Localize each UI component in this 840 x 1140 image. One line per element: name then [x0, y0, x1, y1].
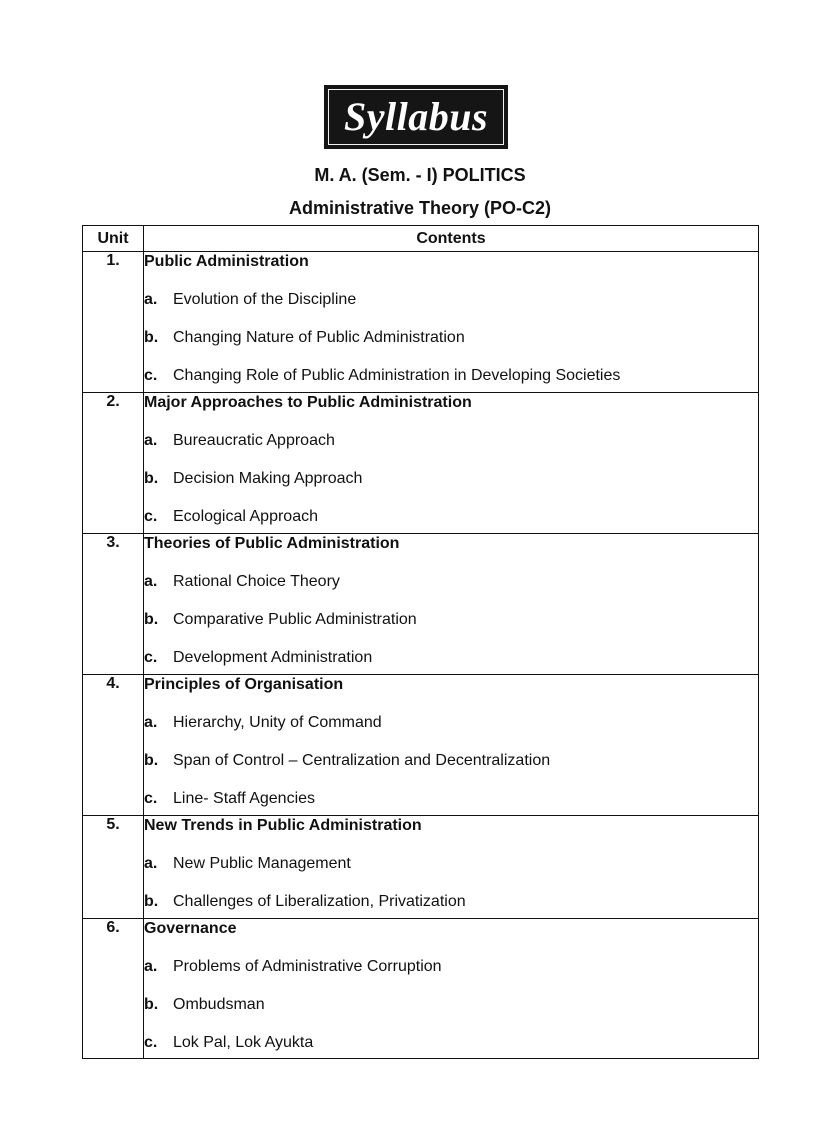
unit-contents [144, 534, 759, 675]
item-letter: a. [144, 714, 158, 731]
item-text: Bureaucratic Approach [173, 432, 335, 449]
unit-contents [144, 919, 759, 1059]
list-item [144, 995, 758, 1015]
list-item [144, 610, 758, 630]
item-letter: b. [144, 329, 159, 346]
syllabus-banner [324, 85, 508, 149]
item-letter: b. [144, 611, 159, 628]
item-letter: a. [144, 573, 158, 590]
item-letter: b. [144, 752, 159, 769]
item-text: Problems of Administrative Corruption [173, 958, 442, 975]
list-item [144, 366, 758, 386]
item-text: Span of Control – Centralization and Decentralization [173, 752, 551, 769]
list-item [144, 1033, 758, 1053]
table-row [83, 816, 759, 919]
header-contents: Contents [144, 226, 759, 252]
list-item [144, 290, 758, 310]
unit-title: Public Administration [144, 253, 309, 270]
item-letter: b. [144, 996, 159, 1013]
table-row [83, 393, 759, 534]
item-letter: a. [144, 291, 158, 308]
unit-contents [144, 675, 759, 816]
unit-contents [144, 393, 759, 534]
item-text: Comparative Public Administration [173, 611, 417, 628]
item-text: Challenges of Liberalization, Privatization [173, 893, 466, 910]
table-row [83, 252, 759, 393]
list-item [144, 854, 758, 874]
unit-contents [144, 252, 759, 393]
unit-title: Major Approaches to Public Administration [144, 394, 472, 411]
unit-number: 2. [83, 393, 144, 534]
list-item [144, 507, 758, 527]
item-letter: c. [144, 508, 158, 525]
header-unit: Unit [83, 226, 144, 252]
unit-number: 4. [83, 675, 144, 816]
item-text: Line- Staff Agencies [173, 790, 316, 807]
table-row [83, 675, 759, 816]
list-item [144, 789, 758, 809]
item-letter: b. [144, 893, 159, 910]
list-item [144, 648, 758, 668]
item-text: Ecological Approach [173, 508, 318, 525]
list-item [144, 328, 758, 348]
paper-title: Administrative Theory (PO-C2) [288, 198, 552, 218]
list-item [144, 751, 758, 771]
list-item [144, 469, 758, 489]
item-letter: a. [144, 958, 158, 975]
item-text: Rational Choice Theory [173, 573, 340, 590]
table-header-row [83, 226, 759, 252]
item-text: Decision Making Approach [173, 470, 363, 487]
item-text: Changing Role of Public Administration in Developing Societies [173, 367, 621, 384]
list-item [144, 431, 758, 451]
list-item [144, 713, 758, 733]
item-letter: c. [144, 367, 158, 384]
item-letter: b. [144, 470, 159, 487]
item-letter: c. [144, 649, 158, 666]
item-letter: c. [144, 790, 158, 807]
banner-title: Syllabus [343, 94, 489, 139]
list-item [144, 892, 758, 912]
item-text: Changing Nature of Public Administration [173, 329, 465, 346]
unit-number: 3. [83, 534, 144, 675]
unit-title: Governance [144, 920, 237, 937]
unit-title: Principles of Organisation [144, 676, 344, 693]
unit-number: 1. [83, 252, 144, 393]
item-text: Development Administration [173, 649, 373, 666]
item-letter: a. [144, 855, 158, 872]
table-row [83, 919, 759, 1059]
item-letter: c. [144, 1034, 158, 1051]
course-title: M. A. (Sem. - I) POLITICS [314, 165, 526, 185]
item-text: Lok Pal, Lok Ayukta [173, 1034, 314, 1051]
table-row [83, 534, 759, 675]
list-item [144, 957, 758, 977]
syllabus-table [82, 225, 759, 1059]
unit-number: 5. [83, 816, 144, 919]
unit-title: Theories of Public Administration [144, 535, 400, 552]
item-text: Hierarchy, Unity of Command [173, 714, 382, 731]
unit-contents [144, 816, 759, 919]
item-text: Evolution of the Discipline [173, 291, 357, 308]
item-letter: a. [144, 432, 158, 449]
list-item [144, 572, 758, 592]
item-text: Ombudsman [173, 996, 265, 1013]
item-text: New Public Management [173, 855, 351, 872]
unit-title: New Trends in Public Administration [144, 817, 422, 834]
unit-number: 6. [83, 919, 144, 1059]
